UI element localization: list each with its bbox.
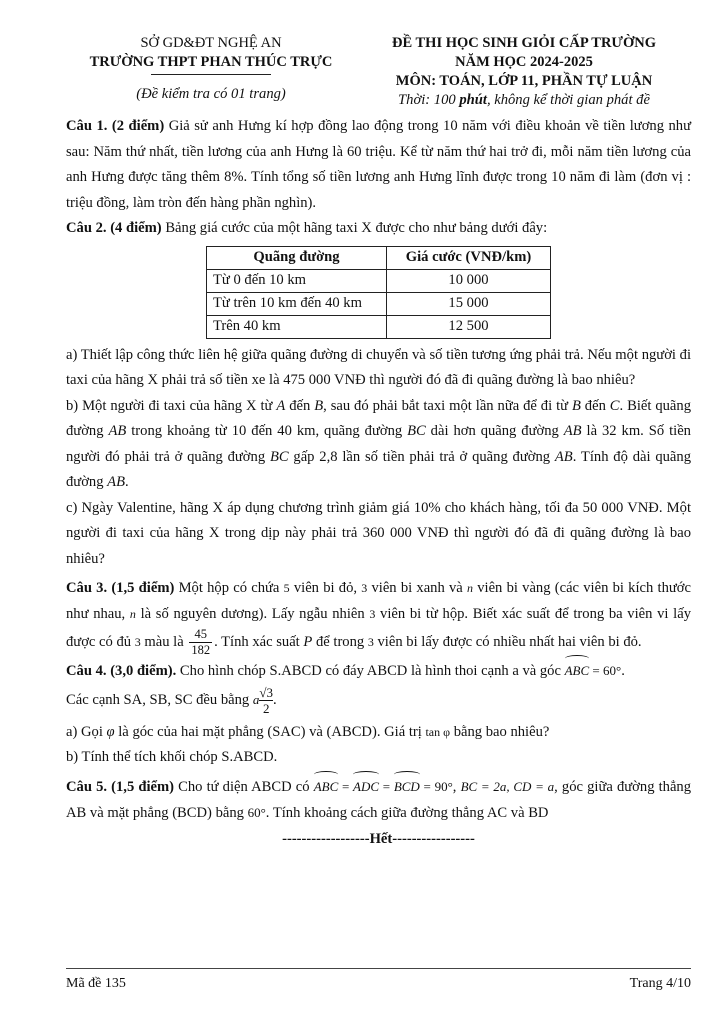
q2-intro: Bảng giá cước của một hãng taxi X được cho như bảng dưới đây: [161, 220, 548, 236]
fraction-denominator: 2 [262, 700, 270, 716]
var: AB [107, 474, 126, 490]
question-1 [66, 114, 691, 216]
q2b-text: đến [285, 397, 315, 414]
q4-label: Câu 4. (3,0 điểm). [66, 663, 177, 679]
question-4 [66, 658, 691, 716]
exam-code: Mã đề 135 [66, 976, 126, 991]
math-expr: tan φ [425, 724, 451, 739]
q5-text: . Tính khoảng cách giữa đường thẳng AC và BD [265, 805, 549, 821]
math-num: 5 [283, 581, 290, 595]
q3-text: để trong [312, 633, 368, 650]
q4-text: . [273, 691, 277, 708]
question-3 [66, 576, 691, 658]
q2b-text: là 32 km. Số tiền người đó phải trả ở quãng đường [66, 423, 691, 465]
table-header: Giá cước (VNĐ/km) [387, 246, 551, 269]
q2-part-a: a) Thiết lập công thức liên hệ giữa quãng đường di chuyển và số tiền tương ứng phải trả. Nếu một người đi taxi của hãng X phải trả số tiền xe là 475 000 VNĐ thì người đó đã đi quãng đường là bao nhiêu? [66, 346, 691, 388]
q3-text: viên bi từ hộp. Biết xác suất để trong ba viên vi lấy được có đủ [66, 605, 691, 650]
q3-text: là số nguyên dương). Lấy ngẫu nhiên [135, 605, 370, 622]
angle-value: = 60° [589, 663, 622, 678]
angle-symbol: BCD [394, 774, 420, 800]
q2-part-b [66, 394, 691, 496]
q3-text: Một hộp có chứa [174, 580, 284, 596]
table-cell: Từ trên 10 km đến 40 km [207, 292, 387, 315]
math-num: 3 [134, 634, 141, 649]
math-num: 3 [369, 606, 376, 621]
math-var: n [467, 581, 473, 595]
q1-label: Câu 1. (2 điểm) [66, 118, 165, 134]
time-unit: phút [459, 92, 487, 108]
q3-text: màu là [140, 633, 188, 650]
var: C [609, 397, 620, 414]
var: AB [563, 423, 582, 439]
var: B [571, 397, 581, 414]
var: BC [407, 423, 426, 439]
table-cell: 15 000 [387, 292, 551, 315]
department-name: SỞ GD&ĐT NGHỆ AN [140, 35, 282, 51]
angle-symbol: ADC [353, 774, 379, 800]
q3-text: viên bi xanh và [367, 580, 467, 596]
table-cell: Trên 40 km [207, 315, 387, 338]
fraction-denominator: 182 [191, 643, 211, 657]
var: BC [269, 448, 289, 465]
q2b-text: dài hơn quãng đường [425, 423, 564, 439]
q2-part-c: c) Ngày Valentine, hãng X áp dụng chương trình giảm giá 10% cho khách hàng, tối đa 50 000 VNĐ. Một người đi taxi của hãng X trong dịp này phải trả 360 000 VNĐ thì người đó đã đi quãng đường là bao nhiêu? [66, 499, 691, 567]
math-op: = [379, 778, 394, 794]
table-header: Quãng đường [207, 246, 387, 269]
exam-title: ĐỀ THI HỌC SINH GIỎI CẤP TRƯỜNG [391, 35, 656, 51]
q2b-text: . Biết quãng đường [66, 397, 691, 439]
fraction-numerator: 45 [189, 627, 212, 643]
school-year: NĂM HỌC 2024-2025 [455, 54, 593, 70]
math-var: a [252, 691, 260, 707]
sqrt-fraction [259, 685, 273, 716]
q2b-text: . [125, 474, 129, 490]
header-left [66, 34, 356, 104]
time-line [358, 91, 690, 110]
q5-label: Câu 5. (1,5 điểm) [66, 778, 175, 795]
q5-text: , [452, 778, 461, 795]
time-suffix: , không kể thời gian phát đề [486, 92, 650, 108]
header-right [358, 34, 690, 110]
subject-line: MÔN: TOÁN, LỚP 11, PHẦN TỰ LUẬN [395, 73, 653, 89]
q4a-text: là góc của hai mặt phẳng (SAC) và (ABCD). Giá trị [114, 723, 426, 740]
table-row [207, 269, 551, 292]
q4-part-a [66, 720, 691, 746]
q2b-text: b) Một người đi taxi của hãng X từ [66, 397, 277, 414]
angle-symbol: ABC [565, 658, 590, 684]
math-num: 3 [361, 581, 368, 595]
q2-label: Câu 2. (4 điểm) [66, 220, 162, 236]
q1-text: Giả sử anh Hưng kí hợp đồng lao động trong 10 năm với điều khoản về tiền lương như sau: Năm thứ nhất, tiền lương của anh Hưng là 60 triệu. Kể từ năm thứ hai trở đi, mỗi năm tiền lương của anh Hưng được tăng thêm 8%. Tính tổng số tiền lương anh Hưng lĩnh được trong 10 năm đi làm (đơn vị : triệu đồng, làm tròn đến hàng phần nghìn). [66, 118, 692, 211]
q2b-text: . Tính độ dài quãng đường [66, 448, 691, 490]
math-var: P [303, 633, 313, 650]
q5-text: Cho tứ diện ABCD có [174, 778, 314, 795]
q2b-text: đến [580, 397, 610, 414]
q4-text: Cho hình chóp S.ABCD có đáy ABCD là hình thoi cạnh a và góc [176, 663, 565, 679]
school-name: TRƯỜNG THPT PHAN THÚC TRỰC [89, 54, 333, 70]
math-expr: BC = 2a, CD = a [460, 778, 555, 794]
table-cell: 12 500 [387, 315, 551, 338]
angle-value: 60° [247, 805, 266, 820]
math-var: φ [106, 723, 115, 740]
end-mark: ------------------Hết----------------- [282, 830, 475, 847]
math-num: 3 [367, 634, 374, 649]
footer-divider [66, 968, 691, 969]
q2b-text: gấp 2,8 lần số tiền phải trả ở quãng đường [288, 448, 555, 465]
question-5 [66, 774, 691, 827]
table-row [207, 292, 551, 315]
table-header-row [207, 246, 551, 269]
question-2-intro [66, 216, 691, 242]
angle-symbol: ABC [314, 774, 339, 800]
header-divider [151, 74, 271, 75]
var: B [314, 397, 324, 414]
fare-table [206, 246, 551, 339]
var: AB [554, 448, 573, 465]
q3-text: . Tính xác suất [214, 633, 304, 650]
table-cell: 10 000 [387, 269, 551, 292]
q3-text: viên bi vàng (các viên bi kích thước như nhau, [66, 580, 691, 622]
q3-text: viên bi lấy được có nhiều nhất hai viên bi đỏ. [373, 633, 642, 650]
q4-text: Các cạnh SA, SB, SC đều bằng [66, 691, 253, 708]
var: A [276, 397, 286, 414]
q4-part-b: b) Tính thể tích khối chóp S.ABCD. [66, 749, 278, 765]
fraction-numerator: √3 [259, 684, 274, 700]
page-number: Trang 4/10 [629, 976, 691, 991]
math-var: n [129, 606, 136, 621]
q2b-text: trong khoảng từ 10 đến 40 km, quãng đường [126, 423, 408, 439]
table-row [207, 315, 551, 338]
q4-text: . [621, 663, 625, 679]
q5-text: , góc giữa đường thẳng AB và mặt phẳng (BCD) bằng [66, 778, 692, 821]
table-cell: Từ 0 đến 10 km [207, 269, 387, 292]
page-count-note: (Đề kiểm tra có 01 trang) [136, 86, 286, 102]
var: AB [108, 423, 127, 439]
probability-fraction [189, 627, 212, 658]
q4a-text: a) Gọi [66, 723, 107, 740]
q4a-text: bằng bao nhiêu? [450, 723, 550, 740]
q3-text: viên bi đỏ, [289, 580, 362, 596]
angle-value: = 90° [419, 778, 453, 794]
time-prefix: Thời: 100 [398, 92, 460, 108]
exam-body [66, 114, 691, 848]
math-op: = [338, 778, 354, 794]
q2b-text: , sau đó phải bắt taxi một lần nữa để đi từ [323, 397, 572, 414]
q3-label: Câu 3. (1,5 điểm) [66, 580, 175, 596]
